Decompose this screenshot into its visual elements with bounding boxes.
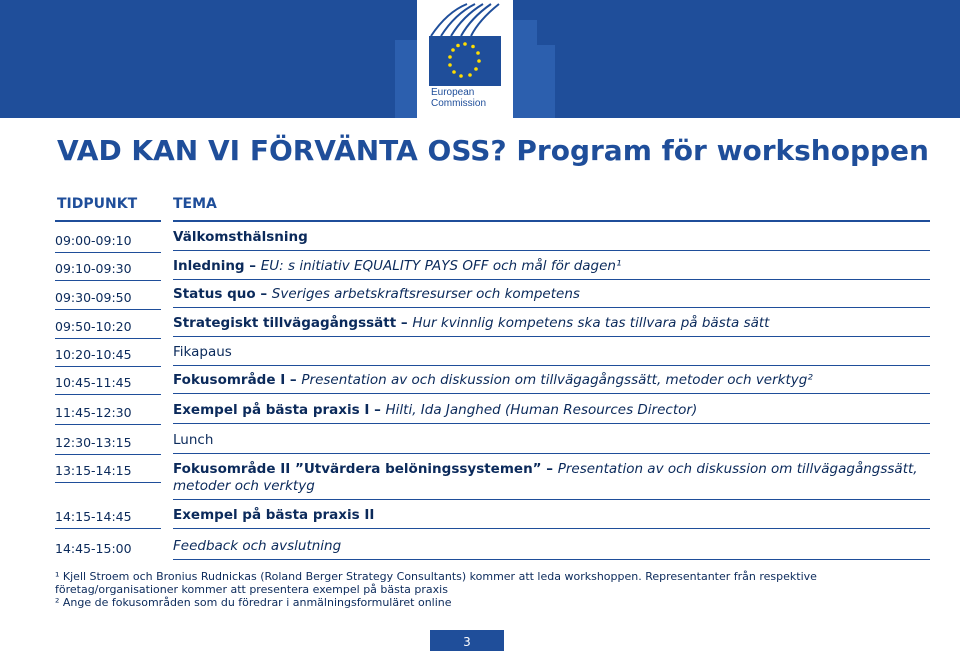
row-time: 09:00-09:10 bbox=[55, 233, 161, 253]
row-topic bbox=[173, 538, 930, 560]
row-topic-bold: Strategiskt tillvägagångssätt bbox=[173, 315, 397, 331]
row-topic bbox=[173, 402, 930, 424]
row-time: 09:10-09:30 bbox=[55, 261, 161, 281]
row-topic-bold: Exempel på bästa praxis II bbox=[173, 507, 375, 523]
row-topic-dash: – bbox=[255, 286, 272, 302]
row-topic-bold: Inledning bbox=[173, 258, 245, 274]
row-topic-normal: Lunch bbox=[173, 432, 214, 448]
row-topic-dash: – bbox=[369, 402, 386, 418]
row-time: 14:15-14:45 bbox=[55, 509, 161, 529]
row-topic-italic: Feedback och avslutning bbox=[173, 538, 342, 554]
footnote-1: ¹ Kjell Stroem och Bronius Rudnickas (Roland Berger Strategy Consultants) kommer att leda workshoppen. Representanter från respektive företag/organisationer kommer att presentera exempel på bästa praxis bbox=[55, 570, 817, 596]
logo-line-1: European bbox=[431, 87, 475, 98]
page-title: VAD KAN VI FÖRVÄNTA OSS? Program för workshoppen bbox=[57, 134, 929, 167]
row-time: 11:45-12:30 bbox=[55, 405, 161, 425]
row-topic-dash: – bbox=[396, 315, 413, 331]
header-topic: TEMA bbox=[173, 196, 217, 212]
row-topic bbox=[173, 372, 930, 394]
row-topic-bold: Fokusområde I bbox=[173, 372, 286, 388]
footnote-2: ² Ange de fokusområden som du föredrar i anmälningsformuläret online bbox=[55, 596, 452, 609]
row-time: 12:30-13:15 bbox=[55, 435, 161, 455]
row-topic bbox=[173, 229, 930, 251]
row-topic-bold-2: ”Utvärdera belöningssystemen” bbox=[290, 461, 547, 477]
header-banner bbox=[0, 0, 960, 118]
row-time: 10:20-10:45 bbox=[55, 347, 161, 367]
row-time: 13:15-14:15 bbox=[55, 463, 161, 483]
ec-logo bbox=[417, 0, 513, 118]
row-time: 10:45-11:45 bbox=[55, 375, 161, 395]
header-divider-topic bbox=[173, 220, 930, 222]
row-topic-italic: Hur kvinnlig kompetens ska tas tillvara på bästa sätt bbox=[412, 315, 770, 331]
row-topic bbox=[173, 507, 930, 529]
row-topic bbox=[173, 286, 930, 308]
row-topic bbox=[173, 432, 930, 454]
row-time: 09:50-10:20 bbox=[55, 319, 161, 339]
logo-line-2: Commission bbox=[431, 98, 487, 109]
row-topic-dash: – bbox=[546, 461, 558, 477]
row-topic-italic: Presentation av och diskussion om tillvägagångssätt, metoder och verktyg² bbox=[301, 372, 813, 388]
row-topic bbox=[173, 461, 930, 500]
row-topic-bold: Fokusområde II bbox=[173, 461, 291, 477]
footnotes bbox=[55, 570, 935, 609]
row-time: 14:45-15:00 bbox=[55, 541, 132, 556]
row-time: 09:30-09:50 bbox=[55, 290, 161, 310]
row-topic-italic: Presentation av och diskussion om tillvägagångssätt, metoder och verktyg bbox=[173, 461, 918, 494]
row-topic-bold: Exempel på bästa praxis I bbox=[173, 402, 370, 418]
row-topic bbox=[173, 258, 930, 280]
row-topic-normal: Fikapaus bbox=[173, 344, 232, 360]
row-topic-italic: Hilti, Ida Janghed (Human Resources Director) bbox=[385, 402, 698, 418]
row-topic bbox=[173, 315, 930, 337]
row-topic bbox=[173, 344, 930, 366]
header-time: TIDPUNKT bbox=[57, 196, 138, 212]
row-topic-italic: Sveriges arbetskraftsresurser och kompetens bbox=[271, 286, 580, 302]
row-topic-dash: – bbox=[244, 258, 261, 274]
row-topic-bold: Välkomsthälsning bbox=[173, 229, 308, 245]
row-topic-bold: Status quo bbox=[173, 286, 256, 302]
page-number: 3 bbox=[430, 630, 504, 651]
header-divider-time bbox=[55, 220, 161, 222]
row-topic-dash: – bbox=[285, 372, 302, 388]
row-topic-italic: EU: s initiativ EQUALITY PAYS OFF och mål för dagen¹ bbox=[260, 258, 622, 274]
